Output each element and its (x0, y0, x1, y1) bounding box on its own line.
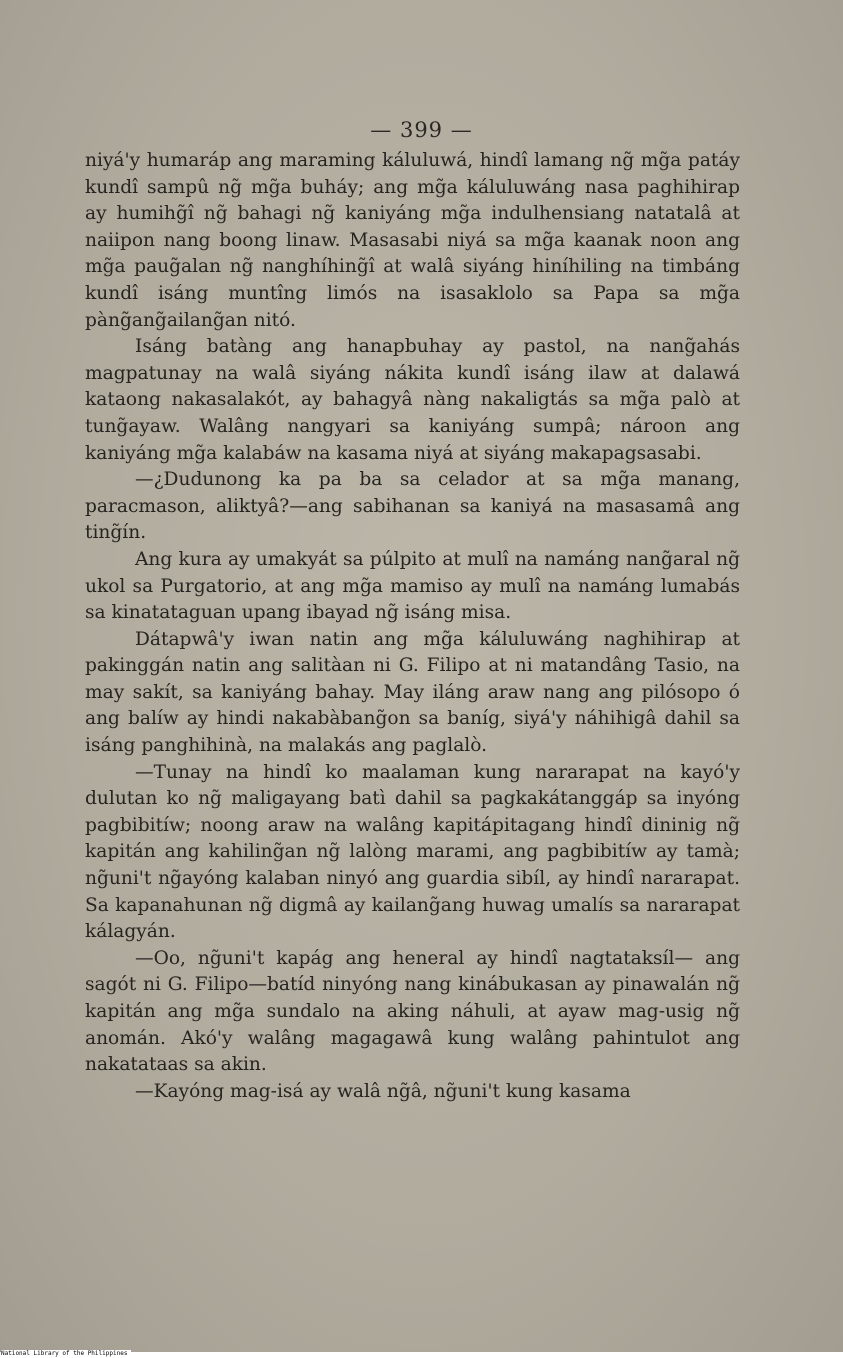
paragraph-4: Ang kura ay umakyát sa púlpito at mulî na namáng nang̃aral ng̃ ukol sa Purgatorio, at ang mg̃a mamiso ay mulî na namáng lumabás sa kinatataguan upang ibayad ng̃ isáng misa. (85, 548, 740, 624)
paragraph-8: —Kayóng mag-isá ay walâ ng̃â, ng̃uni't kung kasama (135, 1080, 631, 1102)
paragraph-2: Isáng batàng ang hanapbuhay ay pastol, na nang̃ahás magpatunay na walâ siyáng nákita kundî isáng ilaw at dalawá kataong nakasalakót, ay bahagyâ nàng nakaligtás sa mg̃a palò at tung̃ayaw. Walâng nangyari sa kaniyáng sumpâ; nároon ang kaniyáng mg̃a kalabáw na kasama niyá at siyáng makapagsasabi. (85, 336, 740, 464)
paragraph-1: niyá'y humaráp ang maraming káluluwá, hindî lamang ng̃ mg̃a patáy kundî sampû ng̃ mg̃a buháy; ang mg̃a káluluwáng nasa paghihirap ay humihg̃î ng̃ bahagi ng̃ kaniyáng mg̃a indulhensiang natatalâ at naiipon nang boong linaw. Masasabi niyá sa mg̃a kaanak noon ang mg̃a paug̃alan ng̃ nanghíhing̃î at walâ siyáng hiníhiling na timbáng kundî isáng muntîng limós na isasaklolo sa Papa sa mg̃a pàng̃ang̃ailang̃an nitó. (85, 150, 740, 331)
paragraph-6: —Tunay na hindî ko maalaman kung nararapat na kayó'y dulutan ko ng̃ maligayang batì dahil sa pagkakátanggáp sa inyóng pagbibitíw; noong araw na walâng kapitápitagang hindî dininig ng̃ kapitán ang kahiling̃an ng̃ lalòng marami, ang pagbibitíw ay tamà; ng̃uni't ng̃ayóng kalaban ninyó ang guardia sibíl, ay hindî nararapat. Sa kapanahunan ng̃ digmâ ay kailang̃ang huwag umalís sa nararapat kálagyán. (85, 761, 740, 943)
paragraph-7: —Oo, ng̃uni't kapág ang heneral ay hindî nagtataksíl— ang sagót ni G. Filipo—batíd ninyóng nang kinábukasan ay pinawalán ng̃ kapitán ang mg̃a sundalo na aking náhuli, at ayaw mag-usig ng̃ anomán. Akó'y walâng magagawâ kung walâng pahintulot ang nakatataas sa akin. (85, 947, 740, 1076)
paragraph-3: —¿Dudunong ka pa ba sa celador at sa mg̃a manang, paracmason, aliktyâ?—ang sabihanan sa kaniyá na masasamâ ang ting̃ín. (85, 469, 740, 544)
page-number: — 399 — (370, 118, 473, 142)
body-text (85, 148, 740, 1105)
paragraph-5: Dátapwâ'y iwan natin ang mg̃a káluluwáng naghihirap at pakinggán natin ang salitàan ni G. Filipo at ni matandâng Tasio, na may sakít, sa kaniyáng bahay. May iláng araw nang ang pilósopo ó ang balíw ay hindi nakabàbang̃on sa baníg, siyá'y náhihigâ dahil sa isáng panghihinà, na malakás ang paglalò. (85, 628, 740, 757)
library-credit: National Library of the Philippines (1, 1350, 131, 1358)
